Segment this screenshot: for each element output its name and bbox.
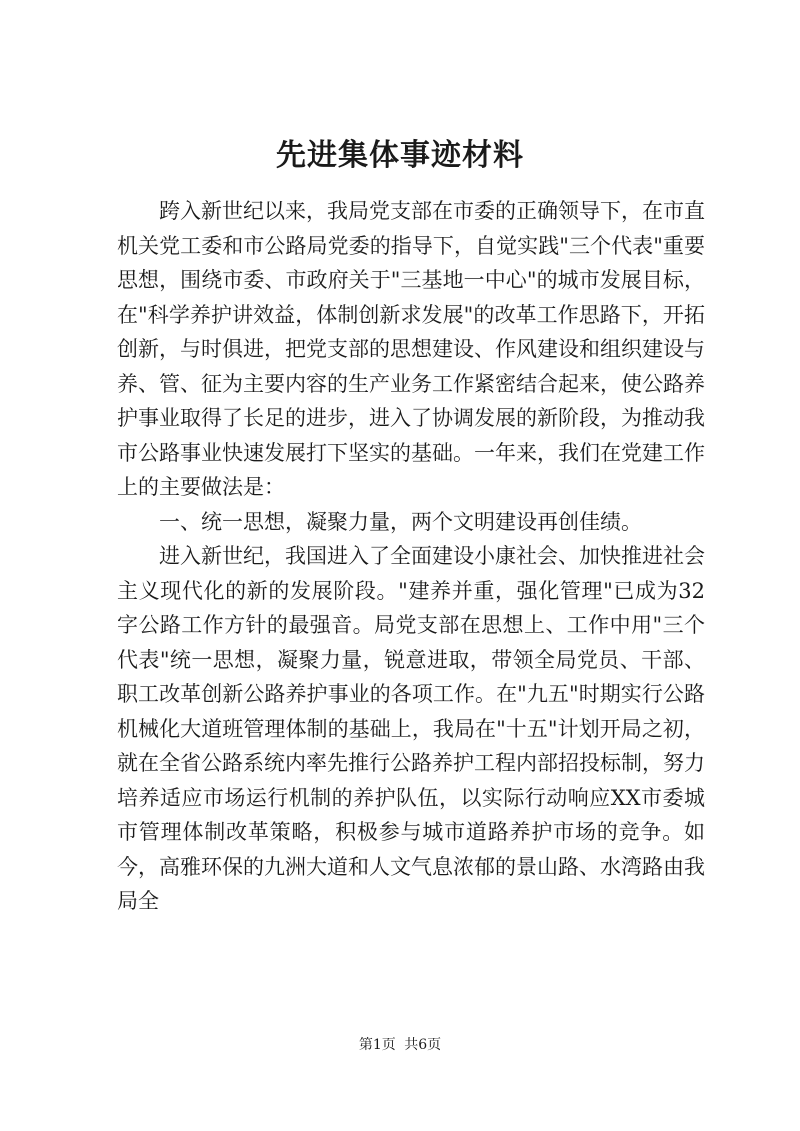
document-title: 先进集体事迹材料 <box>276 138 524 173</box>
paragraph-section-1: 进入新世纪，我国进入了全面建设小康社会、加快推进社会主义现代化的新的发展阶段。"建养并重，强化管理"已成为32字公路工作方针的最强音。局党支部在思想上、工作中用"三个代表"统一思想，凝聚力量，锐意进取，带领全局党员、干部、职工改革创新公路养护事业的各项工作。在"九五"时期实行公路机械化大道班管理体制的基础上，我局在"十五"计划开局之初，就在全省公路系统内率先推行公路养护工程内部招投标制，努力培养适应市场运行机制的养护队伍，以实际行动响应XX市委城市管理体制改革策略，积极参与城市道路养护市场的竞争。如今，高雅环保的九洲大道和人文气息浓郁的景山路、水湾路由我局全 <box>117 544 705 913</box>
section-heading-1: 一、统一思想，凝聚力量，两个文明建设再创佳绩。 <box>159 509 642 534</box>
document-body <box>117 194 705 919</box>
page-total: 共6页 <box>404 1037 442 1053</box>
page-number: 第1页 <box>358 1037 396 1053</box>
paragraph-intro: 跨入新世纪以来，我局党支部在市委的正确领导下，在市直机关党工委和市公路局党委的指导下，自觉实践"三个代表"重要思想，围绕市委、市政府关于"三基地一中心"的城市发展目标，在"科学养护讲效益，体制创新求发展"的改革工作思路下，开拓创新，与时俱进，把党支部的思想建设、作风建设和组织建设与养、管、征为主要内容的生产业务工作紧密结合起来，使公路养护事业取得了长足的进步，进入了协调发展的新阶段，为推动我市公路事业快速发展打下坚实的基础。一年来，我们在党建工作上的主要做法是： <box>117 199 705 499</box>
page-footer <box>0 1035 800 1055</box>
